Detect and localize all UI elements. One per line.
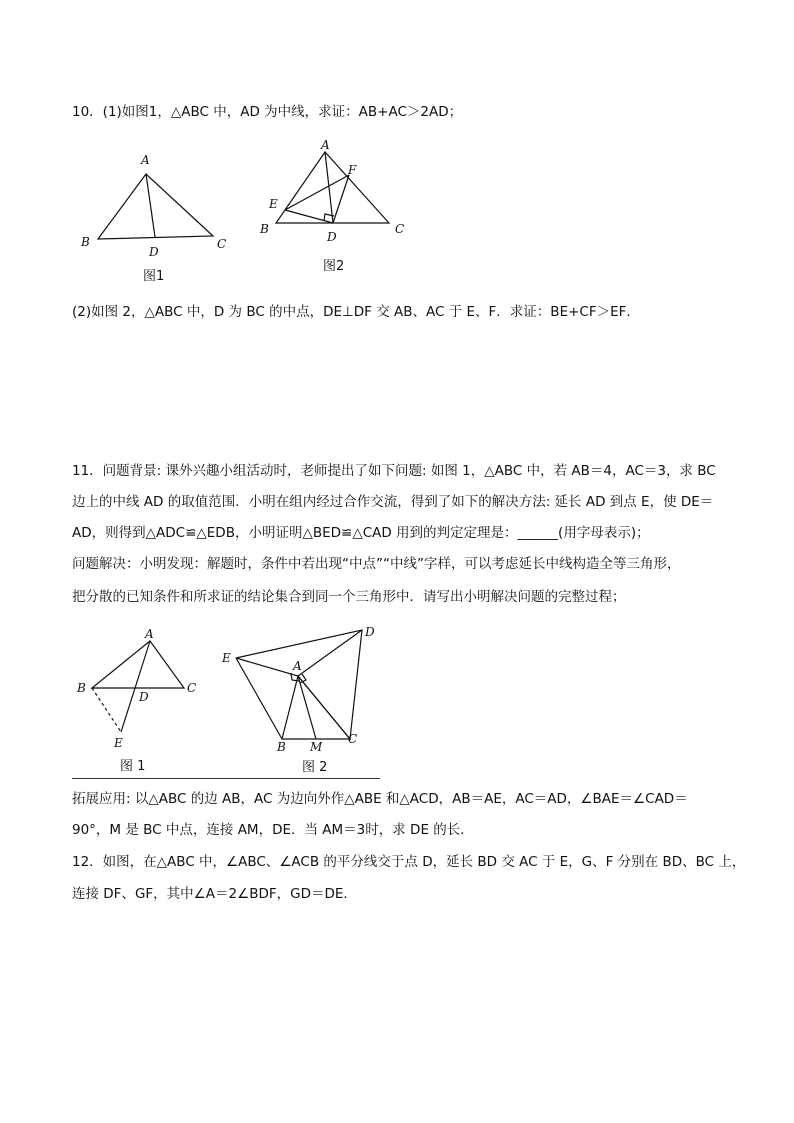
q11-extension-line2: 90°，M 是 BC 中点，连接 AM，DE．当 AM＝3时，求 DE 的长．	[72, 822, 474, 838]
label-d: D	[149, 245, 159, 259]
q10-figure-1	[78, 150, 238, 285]
label-a: A	[321, 138, 330, 152]
label-b: B	[260, 222, 269, 236]
figure-caption: 图1	[143, 269, 165, 284]
q11-extension-line1: 拓展应用: 以△ABC 的边 AB，AC 为边向外作△ABE 和△ACD，AB＝AE，AC＝AD，∠BAE＝∠CAD＝	[72, 791, 688, 807]
label-c: C	[395, 222, 405, 236]
label-m: M	[310, 740, 323, 754]
label-c: C	[348, 732, 358, 746]
label-a: A	[293, 659, 302, 673]
label-b: B	[277, 740, 286, 754]
label-c: C	[217, 237, 227, 251]
label-f: F	[348, 163, 357, 177]
q12-text-line1: 12．如图，在△ABC 中，∠ABC、∠ACB 的平分线交于点 D，延长 BD 交 AC 于 E，G、F 分别在 BD、BC 上，	[72, 854, 746, 870]
quadrilateral-edca	[236, 630, 362, 739]
q11-background-line2: 边上的中线 AD 的取值范围．小明在组内经过合作交流，得到了如下的解决方法: 延长 AD 到点 E，使 DE＝	[72, 494, 714, 510]
label-a: A	[145, 627, 154, 641]
triangle-abc	[98, 174, 213, 239]
section-divider	[72, 778, 380, 779]
figure-caption: 图2	[323, 259, 345, 274]
segment-ae	[121, 641, 150, 732]
label-b: B	[77, 681, 86, 695]
q12-text-line2: 连接 DF、GF，其中∠A＝2∠BDF，GD＝DE．	[72, 886, 357, 902]
q11-background-line3: AD，则得到△ADC≌△EDB，小明证明△BED≌△CAD 用到的判定定理是：______(用字母表示)；	[72, 525, 650, 541]
q11-solution-line1: 问题解决：小明发现：解题时，条件中若出现“中点”“中线”字样，可以考虑延长中线构造全等三角形，	[72, 556, 681, 572]
label-b: B	[81, 235, 90, 249]
label-e: E	[114, 736, 123, 750]
label-c: C	[187, 681, 197, 695]
right-angle-mark-2	[300, 674, 306, 683]
median-ad	[146, 174, 155, 237]
label-d: D	[365, 625, 375, 639]
q11-solution-line2: 把分散的已知条件和所求证的结论集合到同一个三角形中．请写出小明解决问题的完整过程；	[72, 589, 626, 605]
label-d: D	[327, 230, 337, 244]
q10-part1-text: 10．(1)如图1，△ABC 中，AD 为中线，求证：AB+AC＞2AD；	[72, 104, 463, 120]
label-e: E	[222, 651, 231, 665]
segment-de	[285, 210, 333, 223]
label-d: D	[139, 690, 149, 704]
segment-be-dashed	[92, 688, 121, 732]
q10-figure-2	[255, 135, 415, 280]
segment-am	[298, 676, 316, 739]
label-e: E	[269, 197, 278, 211]
figure-caption: 图 1	[120, 759, 146, 774]
triangle-abc	[92, 641, 184, 688]
figure-caption: 图 2	[302, 760, 328, 775]
q11-background-line1: 11．问题背景: 课外兴趣小组活动时，老师提出了如下问题: 如图 1，△ABC 中，若 AB＝4，AC＝3，求 BC	[72, 463, 716, 479]
q11-figure-1	[72, 622, 212, 777]
label-a: A	[141, 153, 150, 167]
triangle-abc	[282, 676, 350, 739]
q11-figure-2	[218, 620, 388, 778]
q10-part2-text: (2)如图 2，△ABC 中，D 为 BC 的中点，DE⊥DF 交 AB、AC 于 E、F．求证：BE+CF＞EF．	[72, 304, 640, 320]
segment-eb	[236, 658, 282, 739]
